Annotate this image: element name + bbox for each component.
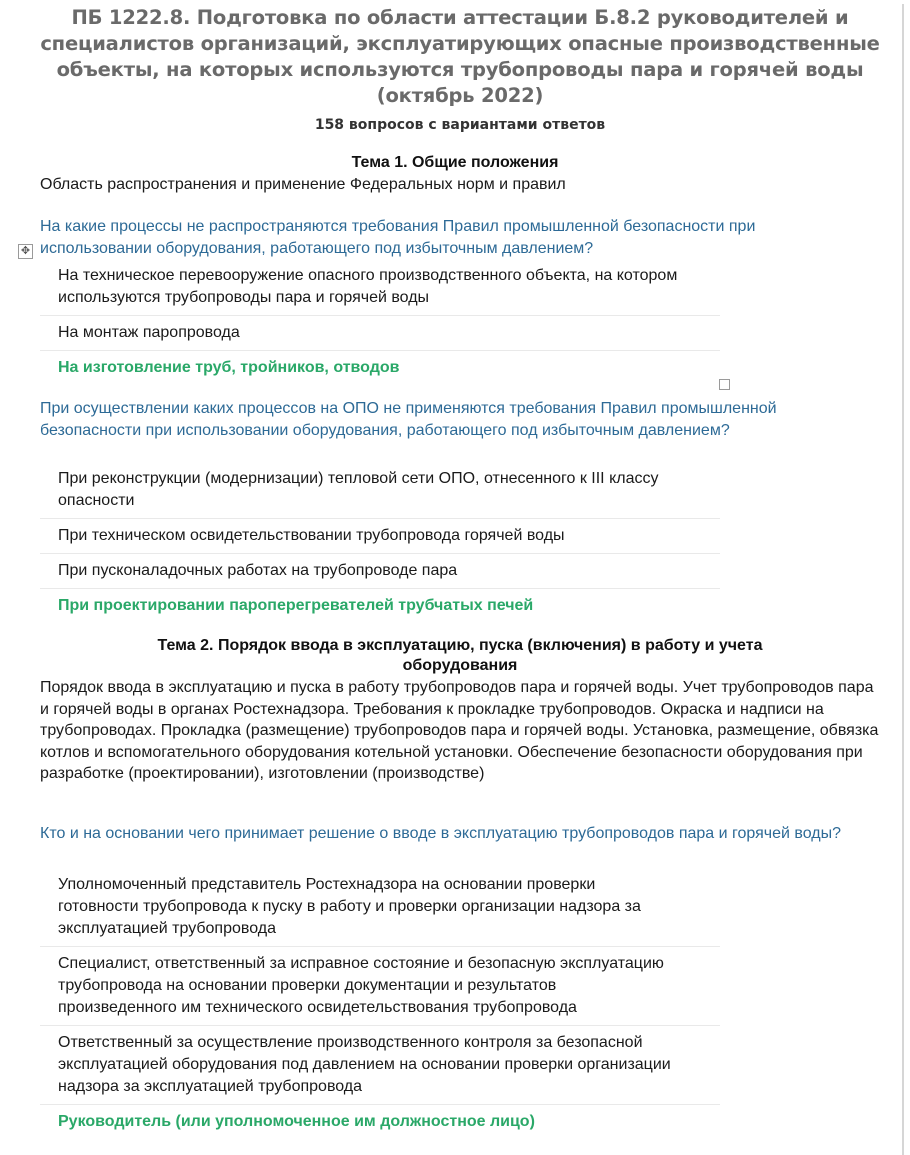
answer-option: При техническом освидетельствовании трубопровода горячей воды (40, 519, 720, 554)
question-text: При осуществлении каких процессов на ОПО не применяются требования Правил промышленной безопасности при использовании оборудования, работающего под избыточным давлением? (40, 400, 777, 439)
answer-option: При пусконаладочных работах на трубопроводе пара (40, 554, 720, 589)
answer-option: Ответственный за осуществление производственного контроля за безопасной эксплуатацией оборудования под давлением на основании проверки организации надзора за эксплуатацией трубопровода (40, 1026, 720, 1105)
question-text: На какие процессы не распространяются требования Правил промышленной безопасности при использовании оборудования, работающего под избыточным давлением? (40, 218, 756, 257)
correct-answer: На изготовление труб, тройников, отводов (58, 359, 400, 376)
answer-option: При реконструкции (модернизации) тепловой сети ОПО, отнесенного к III классу опасности (40, 462, 720, 519)
answer-option: Специалист, ответственный за исправное состояние и безопасную эксплуатацию трубопровода на основании проверки документации и результатов произведенного им технического освидетельствования трубопровода (40, 947, 720, 1026)
page-edge-divider (902, 4, 904, 1155)
correct-answer: При проектировании пароперегревателей трубчатых печей (58, 597, 534, 614)
topic-title: Тема 1. Общие положения (351, 154, 559, 171)
topic-description: Область распространения и применение Федеральных норм и правил (40, 176, 566, 193)
document-title: ПБ 1222.8. Подготовка по области аттестации Б.8.2 руководителей и специалистов организаций, эксплуатирующих опасные производственные объекты, на которых используются трубопроводы пара и горячей воды (октябрь 2022) (40, 6, 880, 107)
document-subtitle: 158 вопросов с вариантами ответов (314, 117, 606, 133)
answer-option: На техническое перевооружение опасного производственного объекта, на котором используются трубопроводы пара и горячей воды (40, 259, 720, 316)
answer-option: На монтаж паропровода (40, 316, 720, 351)
correct-answer: Руководитель (или уполномоченное им должностное лицо) (58, 1113, 535, 1130)
move-handle-icon[interactable]: ✥ (18, 244, 33, 259)
question-text: Кто и на основании чего принимает решение о вводе в эксплуатацию трубопроводов пара и горячей воды? (40, 825, 842, 842)
answer-option: Уполномоченный представитель Ростехнадзора на основании проверки готовности трубопровода к пуску в работу и проверки организации надзора за эксплуатацией трубопровода (40, 868, 720, 947)
answer-list (40, 462, 720, 623)
checkbox-icon[interactable] (719, 379, 730, 390)
topic-title: Тема 2. Порядок ввода в эксплуатацию, пуска (включения) в работу и учета оборудования (157, 637, 763, 674)
topic-description: Порядок ввода в эксплуатацию и пуска в работу трубопроводов пара и горячей воды. Учет трубопроводов пара и горячей воды в органах Ростехнадзора. Требования к прокладке трубопроводов. Окраска и надписи на трубопроводах. Прокладка (размещение) трубопроводов пара и горячей воды. Установка, размещение, обвязка котлов и вспомогательного оборудования котельной установки. Обеспечение безопасности оборудования при разработке (проектировании), изготовлении (производстве) (40, 679, 879, 783)
answer-list (40, 259, 720, 385)
answer-list (40, 868, 720, 1139)
